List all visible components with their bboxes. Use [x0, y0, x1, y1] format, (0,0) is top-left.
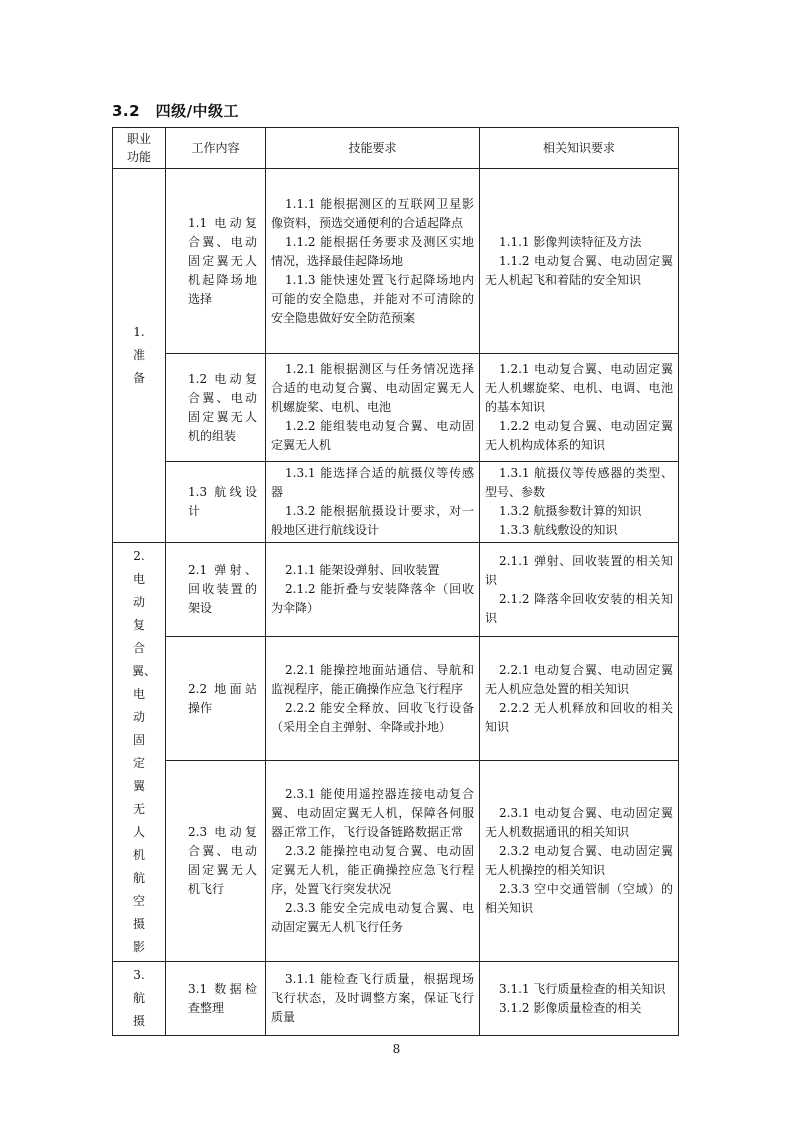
skill-requirements-cell [266, 169, 480, 354]
skill-item: 1.3.2 能根据航摄设计要求，对一般地区进行航线设计 [271, 504, 474, 537]
knowledge-item: 1.2.2 电动复合翼、电动固定翼无人机构成体系的知识 [485, 419, 673, 452]
table-row [113, 962, 679, 1036]
skill-requirements-cell [266, 543, 480, 637]
knowledge-item: 2.1.2 降落伞回收安装的相关知识 [485, 591, 673, 625]
section-title: 3.2 四级/中级工 [112, 102, 240, 120]
work-content-text: 1.2 电动复合翼、电动固定翼无人机的组装 [188, 371, 257, 443]
function-cell [113, 962, 166, 1036]
knowledge-requirements-cell [480, 962, 679, 1036]
skill-item: 2.2.1 能操控地面站通信、导航和监视程序，能正确操作应急飞行程序 [271, 662, 474, 696]
header-content: 工作内容 [166, 128, 266, 169]
skill-item: 2.2.2 能安全释放、回收飞行设备（采用全自主弹射、伞降或扑地） [271, 700, 474, 734]
knowledge-requirements-cell [480, 543, 679, 637]
table-row [113, 462, 679, 543]
work-content-text: 3.1 数据检查整理 [188, 981, 257, 1015]
table-row [113, 543, 679, 637]
skill-item: 1.1.2 能根据任务要求及测区实地情况，选择最佳起降场地 [271, 234, 474, 268]
knowledge-item: 1.3.3 航线敷设的知识 [499, 523, 618, 537]
work-content-cell [166, 962, 266, 1036]
work-content-text: 2.3 电动复合翼、电动固定翼无人机飞行 [188, 824, 257, 896]
knowledge-item: 2.1.1 弹射、回收装置的相关知识 [485, 553, 673, 587]
skill-item: 1.2.2 能组装电动复合翼、电动固定翼无人机 [271, 419, 474, 452]
skill-item: 2.1.1 能架设弹射、回收装置 [285, 563, 440, 578]
function-label: 1.准备 [132, 325, 145, 385]
work-content-text: 2.1 弹射、回收装置的架设 [188, 563, 257, 616]
knowledge-item: 3.1.2 影像质量检查的相关 [499, 1000, 642, 1015]
work-content-cell [166, 169, 266, 354]
page-number: 8 [392, 1042, 401, 1056]
header-knowledge: 相关知识要求 [480, 128, 679, 169]
skill-requirements-cell [266, 354, 480, 462]
work-content-cell [166, 543, 266, 637]
knowledge-item: 1.2.1 电动复合翼、电动固定翼无人机螺旋桨、电机、电调、电池的基本知识 [485, 362, 673, 414]
work-content-cell [166, 462, 266, 543]
skill-item: 2.3.3 能安全完成电动复合翼、电动固定翼无人机飞行任务 [271, 900, 474, 934]
table-row [113, 169, 679, 354]
skill-item: 3.1.1 能检查飞行质量，根据现场飞行状态，及时调整方案，保证飞行质量 [271, 972, 474, 1024]
knowledge-requirements-cell [480, 354, 679, 462]
work-content-cell [166, 637, 266, 761]
skill-item: 2.3.2 能操控电动复合翼、电动固定翼无人机，能正确操控应急飞行程序，处置飞行突发状况 [271, 843, 474, 896]
function-label: 3.航摄 [132, 968, 145, 1028]
work-content-text: 2.2 地面站操作 [188, 681, 257, 715]
knowledge-item: 1.1.1 影像判读特征及方法 [499, 234, 642, 249]
skill-item: 1.1.1 能根据测区的互联网卫星影像资料，预选交通便利的合适起降点 [271, 196, 474, 230]
work-content-text: 1.3 航线设计 [188, 485, 257, 518]
skill-item: 2.3.1 能使用遥控器连接电动复合翼、电动固定翼无人机，保障各伺服器正常工作，飞行设备链路数据正常 [271, 786, 474, 839]
table-row [113, 637, 679, 761]
knowledge-item: 1.3.2 航摄参数计算的知识 [499, 504, 642, 518]
knowledge-item: 3.1.1 飞行质量检查的相关知识 [499, 981, 666, 996]
skills-table [112, 127, 679, 1036]
knowledge-item: 2.2.1 电动复合翼、电动固定翼无人机应急处置的相关知识 [485, 662, 673, 696]
skill-requirements-cell [266, 462, 480, 543]
skill-requirements-cell [266, 760, 480, 961]
knowledge-item: 1.1.2 电动复合翼、电动固定翼无人机起飞和着陆的安全知识 [485, 253, 673, 287]
work-content-cell [166, 760, 266, 961]
header-skill: 技能要求 [266, 128, 480, 169]
knowledge-item: 2.3.1 电动复合翼、电动固定翼无人机数据通讯的相关知识 [485, 805, 673, 839]
skill-item: 2.1.2 能折叠与安装降落伞（回收为伞降） [271, 582, 474, 616]
knowledge-item: 1.3.1 航摄仪等传感器的类型、型号、参数 [485, 466, 673, 499]
function-cell [113, 169, 166, 543]
skill-requirements-cell [266, 637, 480, 761]
table-row [113, 354, 679, 462]
knowledge-item: 2.2.2 无人机释放和回收的相关知识 [485, 700, 673, 734]
skill-item: 1.3.1 能选择合适的航摄仪等传感器 [271, 466, 474, 499]
knowledge-requirements-cell [480, 169, 679, 354]
skill-item: 1.1.3 能快速处置飞行起降场地内可能的安全隐患，并能对不可清除的安全隐患做好安全防范预案 [271, 272, 474, 325]
function-label: 2.电动复合翼、电动固定翼无人机航空摄影 [132, 549, 157, 954]
knowledge-requirements-cell [480, 760, 679, 961]
knowledge-requirements-cell [480, 462, 679, 543]
skill-requirements-cell [266, 962, 480, 1036]
table-header-row [113, 128, 679, 169]
skill-item: 1.2.1 能根据测区与任务情况选择合适的电动复合翼、电动固定翼无人机螺旋桨、电机、电池 [271, 362, 474, 414]
knowledge-requirements-cell [480, 637, 679, 761]
work-content-text: 1.1 电动复合翼、电动固定翼无人机起降场地选择 [188, 215, 257, 306]
function-cell [113, 543, 166, 962]
header-func: 职业功能 [113, 128, 166, 169]
table-row [113, 760, 679, 961]
knowledge-item: 2.3.3 空中交通管制（空域）的相关知识 [485, 881, 673, 915]
knowledge-item: 2.3.2 电动复合翼、电动固定翼无人机操控的相关知识 [485, 843, 673, 877]
work-content-cell [166, 354, 266, 462]
